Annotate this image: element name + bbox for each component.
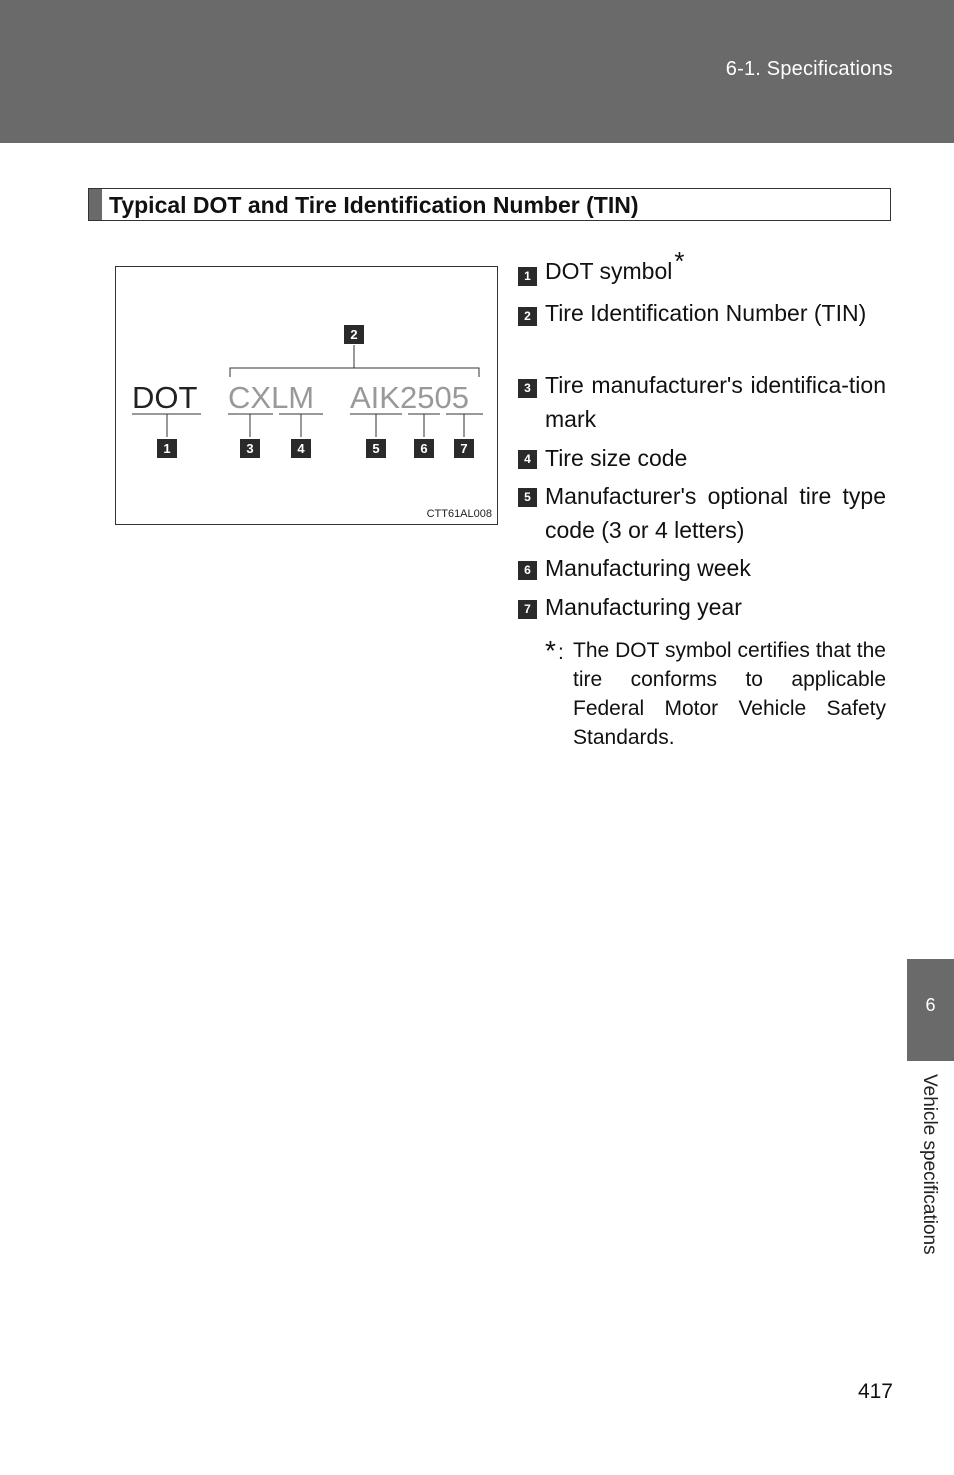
chapter-label: Vehicle specifications: [919, 1074, 940, 1255]
legend-item: [518, 441, 886, 475]
asterisk: *: [674, 246, 685, 277]
legend-item: [518, 296, 886, 330]
callout-5-label: 5: [372, 441, 380, 456]
leader-lines: [167, 414, 464, 437]
legend-number: 5: [518, 488, 537, 507]
legend-text: Manufacturing week: [545, 555, 751, 581]
section-title: Typical DOT and Tire Identification Number (TIN): [109, 192, 639, 218]
legend-item: [518, 246, 886, 288]
legend-text: DOT symbol: [545, 258, 673, 284]
section-heading: [88, 188, 891, 221]
callout-2-label: 2: [350, 327, 358, 342]
header-band: [0, 0, 954, 143]
legend-number: 6: [518, 561, 537, 580]
legend-item: [518, 368, 886, 436]
tin-bracket: [230, 345, 479, 377]
legend-text: Tire size code: [545, 445, 688, 471]
legend-item: [518, 590, 886, 624]
legend-text: Tire Identification Number (TIN): [545, 300, 867, 326]
legend-number: 1: [518, 267, 537, 286]
breadcrumb: 6-1. Specifications: [725, 58, 893, 80]
footnote-mark: *: [545, 635, 556, 666]
legend-item: [518, 479, 886, 547]
figure-code: CTT61AL008: [426, 508, 492, 520]
chapter-tab[interactable]: [907, 959, 954, 1061]
callout-6-label: 6: [420, 441, 428, 456]
chapter-number: 6: [925, 995, 936, 1015]
legend-text: Tire manufacturer's identifica-tion mark: [545, 372, 886, 432]
dot-text: DOT: [132, 380, 198, 415]
footnote: [545, 636, 886, 752]
legend-item: [518, 551, 886, 585]
legend-text: Manufacturer's optional tire type code (3 or 4 letters): [545, 483, 886, 543]
callout-7-label: 7: [460, 441, 468, 456]
aik-text: AIK2505: [350, 380, 469, 415]
legend-text: Manufacturing year: [545, 594, 742, 620]
callout-4-label: 4: [297, 441, 305, 456]
callout-3-label: 3: [246, 441, 254, 456]
callout-1-label: 1: [163, 441, 171, 456]
section-accent: [89, 189, 102, 220]
legend-number: 3: [518, 379, 537, 398]
footnote-text: The DOT symbol certifies that the tire conforms to applicable Federal Motor Vehicle Safety Standards.: [573, 639, 886, 749]
page-number: 417: [857, 1380, 893, 1403]
footnote-colon: :: [558, 641, 564, 664]
tin-diagram: [116, 267, 497, 524]
legend-number: 2: [518, 307, 537, 326]
legend-number: 4: [518, 450, 537, 469]
legend-number: 7: [518, 600, 537, 619]
tin-figure: [115, 266, 498, 525]
cxlm-text: CXLM: [228, 380, 315, 415]
